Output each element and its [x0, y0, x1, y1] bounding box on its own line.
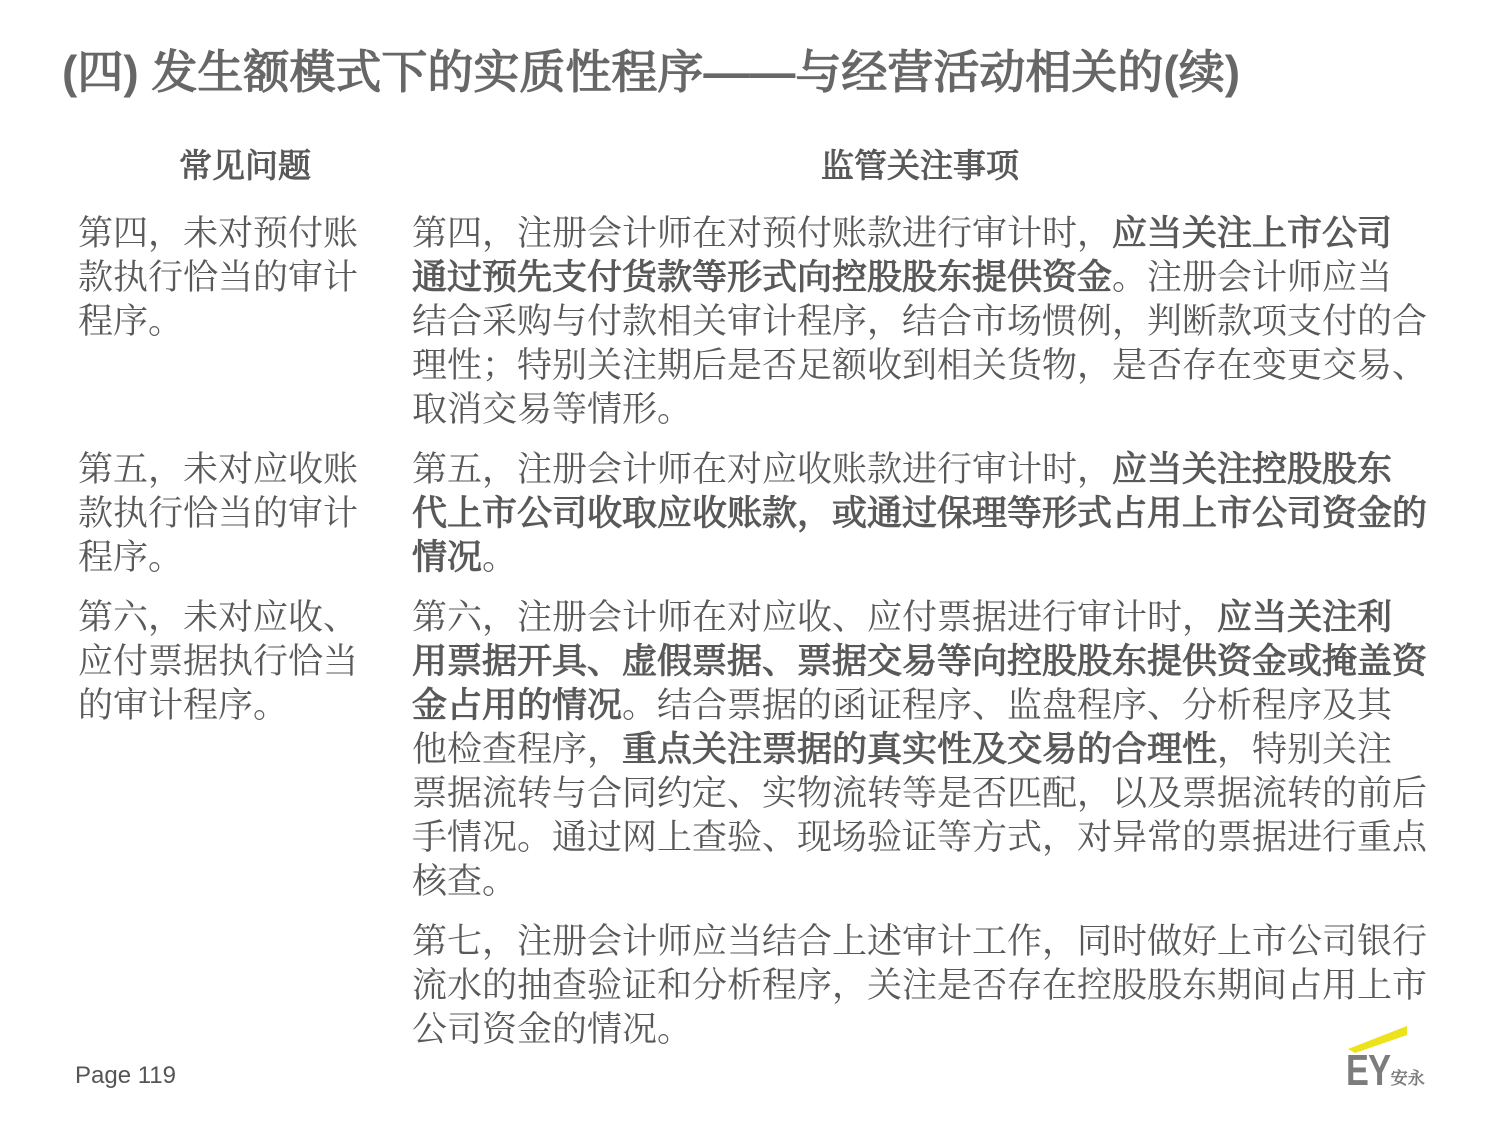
ey-wordmark: EY: [1346, 1046, 1391, 1095]
body-text: 。注册会计师应当结合采购与付款相关审计程序，结合市场惯例，判断款项支付的合理性；特别关注期后是否足额收到相关货物，是否存在变更交易、取消交易等情形。: [412, 258, 1428, 429]
ey-cn-label: 安永: [1390, 1069, 1425, 1088]
content-rows: [78, 212, 1427, 1068]
emphasis-text: 应当关注利用票据开具、虚假票据、票据交易等向控股股东提供资金或掩盖资金占用的情况: [412, 598, 1428, 725]
detail-cell: [412, 448, 1427, 596]
body-text: 。: [482, 538, 518, 577]
emphasis-text: 重点关注票据的真实性及交易的合理性: [622, 730, 1218, 769]
body-text: 第七，注册会计师应当结合上述审计工作，同时做好上市公司银行流水的抽查验证和分析程序，关注是否存在控股股东期间占用上市公司资金的情况。: [412, 922, 1428, 1049]
body-text: 第六，注册会计师在对应收、应付票据进行审计时，: [412, 598, 1218, 637]
detail-paragraph: [412, 212, 1427, 432]
column-headers: [78, 140, 1428, 187]
left-column-header: 常见问题: [179, 147, 311, 184]
emphasis-text: 应当关注上市公司通过预先支付货款等形式向控股股东提供资金: [412, 214, 1393, 297]
issue-cell: 第六，未对应收、应付票据执行恰当的审计程序。: [78, 598, 359, 725]
body-text: 。结合票据的函证程序、监盘程序、分析程序及其他检查程序，: [412, 686, 1393, 769]
detail-paragraph: [412, 596, 1427, 904]
body-text: 第四，注册会计师在对预付账款进行审计时，: [412, 214, 1113, 253]
detail-paragraph: [412, 448, 1427, 580]
detail-cell: [412, 212, 1427, 448]
issue-cell: 第五，未对应收账款执行恰当的审计程序。: [78, 450, 359, 577]
issue-cell: 第四，未对预付账款执行恰当的审计程序。: [78, 214, 359, 341]
body-text: 第五，注册会计师在对应收账款进行审计时，: [412, 450, 1113, 489]
table-row: [78, 596, 1427, 1068]
slide-title: (四) 发生额模式下的实质性程序——与经营活动相关的(续): [62, 46, 1241, 98]
ey-logo: [1346, 1026, 1432, 1095]
table-row: [78, 212, 1427, 448]
page-number-label: Page 119: [75, 1062, 176, 1089]
emphasis-text: 应当关注控股股东代上市公司收取应收账款，或通过保理等形式占用上市公司资金的情况: [412, 450, 1428, 577]
table-row: [78, 448, 1427, 596]
detail-cell: [412, 596, 1427, 1068]
detail-paragraph: [412, 920, 1427, 1052]
body-text: ，特别关注票据流转与合同约定、实物流转等是否匹配，以及票据流转的前后手情况。通过网上查验、现场验证等方式，对异常的票据进行重点核查。: [412, 730, 1428, 901]
right-column-header: 监管关注事项: [821, 147, 1019, 184]
